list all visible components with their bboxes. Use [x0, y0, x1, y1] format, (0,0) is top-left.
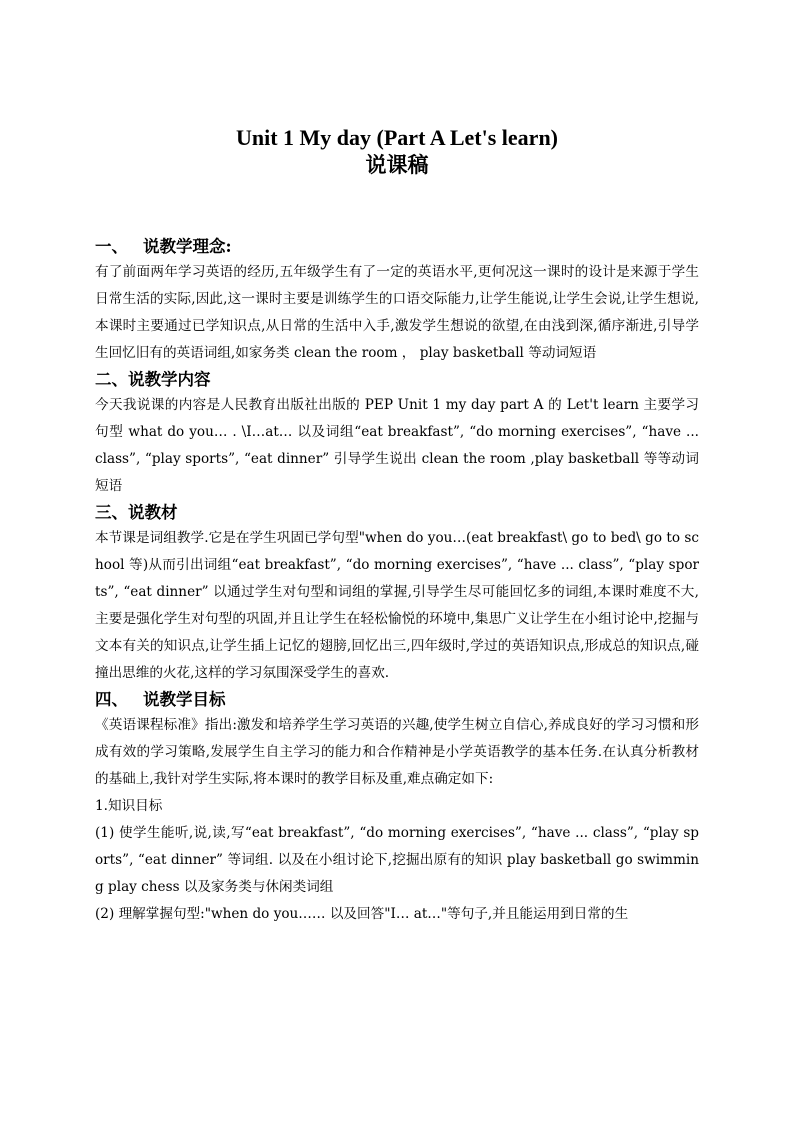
section-title: 说教学目标	[143, 690, 226, 709]
subheading-knowledge-goals: 1.知识目标	[95, 798, 163, 814]
section-heading-teaching-content	[95, 367, 699, 392]
list-item: (1) 使学生能听,说,读,写“eat breakfast”, “do morning exercises”, “have ... class”, “play sports”, “eat dinner” 等词组. 以及在小组讨论下,挖掘出原有的知识 play basketball go swimming play chess 以及家务类与休闲类词组	[95, 825, 699, 895]
list-item: (2) 理解掌握句型:"when do you…… 以及回答"I… at…"等句子,并且能运用到日常的生	[95, 906, 629, 922]
section-title: 说教材	[128, 503, 178, 522]
section-heading-teaching-goals	[95, 687, 699, 712]
section-number: 三、	[95, 503, 128, 522]
document-subtitle: 说课稿	[365, 153, 429, 177]
section-heading-textbook	[95, 500, 699, 525]
section-number: 四、	[95, 690, 128, 709]
section-title: 说教学理念:	[143, 237, 232, 256]
document-title: Unit 1 My day (Part A Let's learn)	[235, 125, 559, 150]
section-paragraph: 《英语课程标准》指出:激发和培养学生学习英语的兴趣,使学生树立自信心,养成良好的学习习惯和形成有效的学习策略,发展学生自主学习的能力和合作精神是小学英语教学的基本任务.在认真分析教材的基础上,我针对学生实际,将本课时的教学目标及重,难点确定如下:	[95, 717, 699, 787]
document-body	[95, 234, 699, 928]
section-paragraph: 今天我说课的内容是人民教育出版社出版的 PEP Unit 1 my day part A 的 Let't learn 主要学习句型 what do you… . \I…at… 以及词组“eat breakfast”, “do morning exercises”, “have ... class”, “play sports”, “eat dinner” 引导学生说出 clean the room ,play basketball 等等动词短语	[95, 397, 699, 494]
section-paragraph: 有了前面两年学习英语的经历,五年级学生有了一定的英语水平,更何况这一课时的设计是来源于学生日常生活的实际,因此,这一课时主要是训练学生的口语交际能力,让学生能说,让学生会说,让学生想说,本课时主要通过已学知识点,从日常的生活中入手,激发学生想说的欲望,在由浅到深,循序渐进,引导学生回忆旧有的英语词组,如家务类 clean the room ， play basketball 等动词短语	[95, 264, 699, 361]
section-title: 说教学内容	[128, 370, 211, 389]
section-paragraph: 本节课是词组教学.它是在学生巩固已学句型"when do you…(eat breakfast\ go to bed\ go to school 等)从而引出词组“eat breakfast”, “do morning exercises”, “have ... class”, “play sports”, “eat dinner” 以通过学生对句型和词组的掌握,引导学生尽可能回忆多的词组,本课时难度不大,主要是强化学生对句型的巩固,并且让学生在轻松愉悦的环境中,集思广义让学生在小组讨论中,挖掘与文本有关的知识点,让学生插上记忆的翅膀,回忆出三,四年级时,学过的英语知识点,形成总的知识点,碰撞出思维的火花,这样的学习氛围深受学生的喜欢.	[95, 530, 699, 681]
section-heading-teaching-philosophy	[95, 234, 699, 259]
section-number: 二、	[95, 370, 128, 389]
section-number: 一、	[95, 237, 128, 256]
